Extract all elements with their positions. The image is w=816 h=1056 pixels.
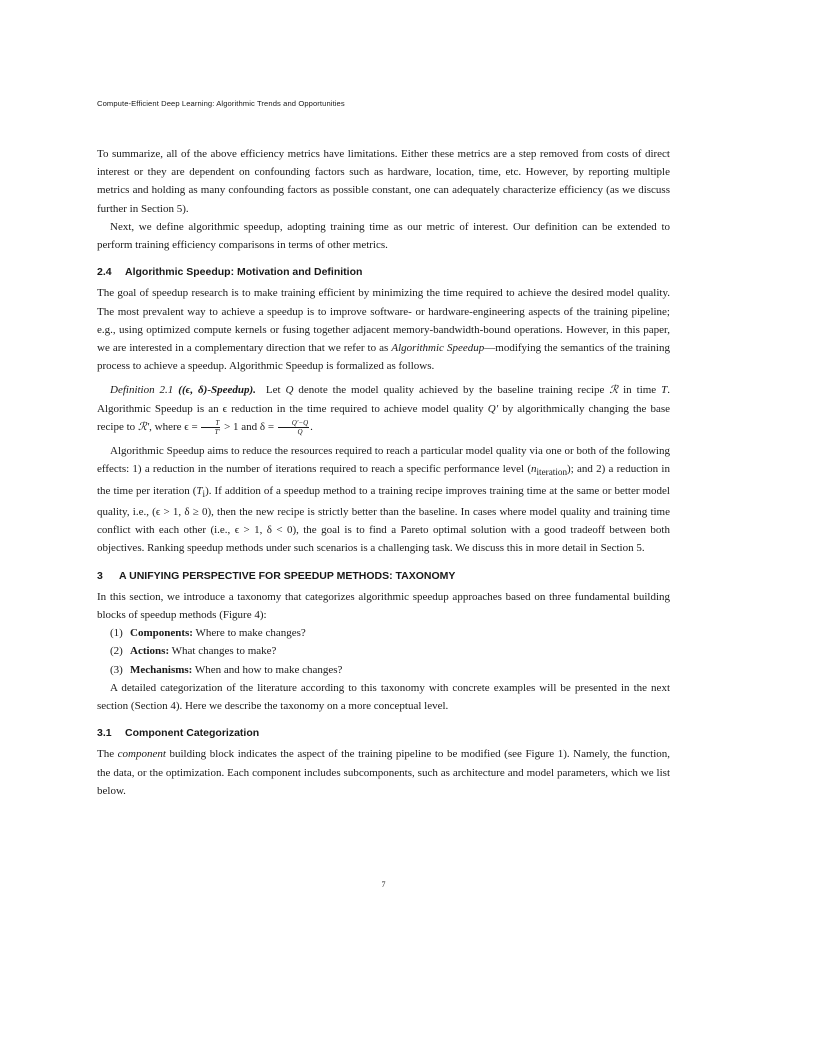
- text-span: Algorithmic Speedup aims to reduce the resources required to reach a particular model quality via one or both of the following effects: 1) a reduction in the number of iterations required to reach a specific performance level (: [97, 445, 670, 476]
- paragraph-summarize: To summarize, all of the above efficiency metrics have limitations. Either these metrics are a step removed from costs of direct interest or they are dependent on confounding factors such as hardware, location, time, etc. However, by reporting multiple metrics and holding as many confounding factors as possible constant, one can adequately characterize efficiency (as we discuss further in Section 5).: [97, 148, 670, 215]
- page-number: 7: [381, 880, 386, 889]
- section-heading-3-1: [97, 724, 670, 742]
- subscript-iteration: iteration: [536, 467, 568, 478]
- list-item: [97, 661, 670, 679]
- section-number: 3.1: [97, 727, 112, 740]
- fraction-delta: [278, 419, 309, 436]
- list-number: (3): [110, 663, 123, 676]
- page-body: [97, 145, 670, 800]
- math-q: Q: [285, 384, 294, 397]
- text-span: building block indicates the aspect of the training pipeline to be modified (see Figure 1). Namely, the function, the data, or the optimization. Each component includes subcomponents, such as architecture and model parameters, which we list below.: [97, 748, 670, 797]
- building-blocks-list: [97, 624, 670, 679]
- text-span: in time: [618, 384, 662, 397]
- list-item: [97, 624, 670, 642]
- section-heading-2-4: [97, 263, 670, 281]
- subscript-i: i: [202, 488, 206, 499]
- paragraph-next: Next, we define algorithmic speedup, adopting training time as our metric of interest. Our definition can be extended to perform training efficiency comparisons in terms of other metrics.: [97, 220, 670, 252]
- section-number: 3: [97, 569, 103, 582]
- fraction-epsilon: [201, 419, 220, 436]
- running-head: Compute-Efficient Deep Learning: Algorithmic Trends and Opportunities: [97, 99, 345, 108]
- fraction-numerator: T: [201, 419, 220, 428]
- paragraph-taxonomy-after: A detailed categorization of the literature according to this taxonomy with concrete examples will be presented in the next section (Section 4). Here we describe the taxonomy on a more conceptual level.: [97, 681, 670, 713]
- text-span: > 1 and δ =: [221, 420, 277, 433]
- emphasis-component: component: [117, 748, 166, 761]
- text-span: .: [310, 420, 313, 433]
- math-r: ℛ: [609, 384, 619, 397]
- paragraph-taxonomy-intro: In this section, we introduce a taxonomy that categorizes algorithmic speedup approaches based on three fundamental building blocks of speedup methods (Figure 4):: [97, 590, 670, 622]
- list-term: Mechanisms:: [130, 663, 193, 676]
- paragraph-speedup-goal: [97, 284, 670, 375]
- text-span: ); and 2) a reduction in the time per iteration (: [97, 463, 670, 497]
- text-span: . Algorithmic Speedup is an ϵ reduction in the time required to achieve model quality: [97, 384, 671, 415]
- text-span: ). If addition of a speedup method to a training recipe improves training time at the same or better model quality, i.e., (ϵ > 1, δ ≥ 0), then the new recipe is strictly better than the baseline. In cases where model quality and training time conflict with each other (i.e., ϵ > 1, δ < 0), the goal is to find a Pareto optimal solution with a good tradeoff between both objectives. Ranking speedup methods under such scenarios is a challenging task. We discuss this in more detail in Section 5.: [97, 484, 670, 555]
- text-span: by algorithmically changing the base recipe to: [97, 402, 670, 433]
- list-number: (2): [110, 645, 123, 658]
- paragraph-component: [97, 745, 670, 800]
- math-t: T: [661, 384, 668, 397]
- section-title: Algorithmic Speedup: Motivation and Definition: [125, 266, 363, 279]
- emphasis-algorithmic-speedup: Algorithmic Speedup: [391, 342, 485, 355]
- text-span: denote the model quality achieved by the baseline training recipe: [293, 384, 610, 397]
- math-n-iteration: n: [531, 463, 537, 476]
- section-title: A UNIFYING PERSPECTIVE FOR SPEEDUP METHODS: TAXONOMY: [119, 569, 456, 582]
- math-q-prime: Q′: [487, 402, 499, 415]
- fraction-denominator: Q: [297, 427, 303, 436]
- fraction-numerator: Q′−Q: [278, 419, 309, 428]
- definition-name: ((ϵ, δ)-Speedup).: [178, 384, 256, 397]
- list-term: Components:: [130, 627, 193, 640]
- section-title: Component Categorization: [125, 727, 260, 740]
- list-term: Actions:: [130, 645, 170, 658]
- text-span: The goal of speedup research is to make training efficient by minimizing the time required to achieve the desired model quality. The most prevalent way to achieve a speedup is to improve software- or hardware-engineering aspects of the training pipeline; e.g., using optimized compute kernels or fusing together adjacent memory-bandwidth-bound operations. However, in this paper, we are interested in a complementary direction that we refer to as: [97, 287, 670, 355]
- math-r-prime: ℛ′: [137, 420, 150, 433]
- section-number: 2.4: [97, 266, 112, 279]
- math-t-i: T: [196, 484, 203, 497]
- text-span: , where ϵ =: [149, 420, 201, 433]
- list-text: What changes to make?: [169, 645, 277, 658]
- definition-2-1: [97, 381, 670, 436]
- definition-label: Definition 2.1: [110, 384, 174, 397]
- fraction-denominator: T′: [214, 427, 221, 436]
- list-number: (1): [110, 627, 123, 640]
- paper-page: [97, 0, 670, 1056]
- paragraph-speedup-effects: [97, 442, 670, 558]
- list-text: When and how to make changes?: [192, 663, 343, 676]
- text-span: The: [97, 748, 118, 761]
- text-span: —modifying the semantics of the training process to achieve a speedup. Algorithmic Speedup is formalized as follows.: [97, 342, 670, 373]
- text-span: Let: [265, 384, 286, 397]
- list-text: Where to make changes?: [192, 627, 306, 640]
- list-item: [97, 642, 670, 660]
- section-heading-3: [97, 567, 670, 585]
